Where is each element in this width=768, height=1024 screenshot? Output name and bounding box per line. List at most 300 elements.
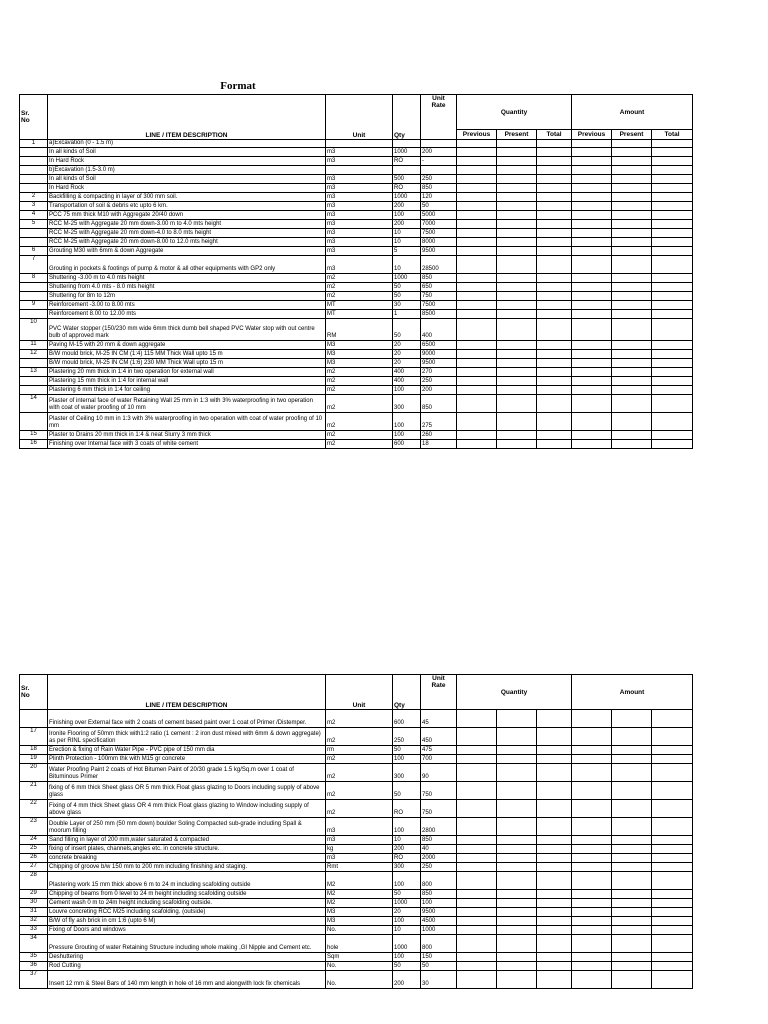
- quantity-total-cell: [537, 728, 572, 746]
- unit-rate-cell: 9000: [421, 350, 457, 359]
- quantity-present-cell: [497, 301, 537, 310]
- amount-total-cell: [652, 413, 693, 431]
- quantity-total-cell: [537, 229, 572, 238]
- qty-cell: 20: [393, 908, 421, 917]
- amount-total-cell: [652, 341, 693, 350]
- quantity-present-cell: [497, 818, 537, 836]
- unit-rate-cell: 50: [421, 202, 457, 211]
- quantity-present-cell: [497, 899, 537, 908]
- quantity-previous-cell: [457, 800, 497, 818]
- quantity-total-cell: [537, 917, 572, 926]
- table-row: [20, 220, 693, 229]
- table-row: [20, 301, 693, 310]
- unit-rate-cell: 450: [421, 728, 457, 746]
- sr-no-cell: [20, 377, 48, 386]
- quantity-previous-cell: [457, 836, 497, 845]
- sr-no-cell: [20, 283, 48, 292]
- description-cell: RCC M-25 with Aggregate 20 mm down-3.00 m to 4.0 mts height: [48, 220, 326, 229]
- quantity-previous-cell: [457, 953, 497, 962]
- sr-no-cell: 35: [20, 953, 48, 962]
- table-row: [20, 292, 693, 301]
- table-row: [20, 926, 693, 935]
- quantity-total-cell: [537, 247, 572, 256]
- header-quantity-previous: Previous: [457, 130, 497, 140]
- unit-cell: MT: [326, 310, 393, 319]
- qty-cell: 50: [393, 962, 421, 971]
- description-cell: In Hard Rock: [48, 184, 326, 193]
- quantity-total-cell: [537, 386, 572, 395]
- quantity-present-cell: [497, 800, 537, 818]
- qty-cell: RO: [393, 184, 421, 193]
- unit-rate-cell: 28500: [421, 256, 457, 274]
- unit-rate-cell: -: [421, 157, 457, 166]
- amount-present-cell: [612, 148, 652, 157]
- amount-present-cell: [612, 140, 652, 148]
- amount-previous-cell: [572, 746, 612, 755]
- table-row: [20, 256, 693, 274]
- table-row: [20, 140, 693, 148]
- quantity-previous-cell: [457, 917, 497, 926]
- amount-previous-cell: [572, 872, 612, 890]
- table-row: [20, 764, 693, 782]
- qty-cell: 100: [393, 755, 421, 764]
- table-row: [20, 746, 693, 755]
- amount-previous-cell: [572, 148, 612, 157]
- table-row: [20, 283, 693, 292]
- quantity-previous-cell: [457, 728, 497, 746]
- amount-previous-cell: [572, 710, 612, 728]
- description-cell: RCC M-25 with Aggregate 20 mm down-8.00 to 12.0 mts height: [48, 238, 326, 247]
- unit-rate-cell: 90: [421, 764, 457, 782]
- amount-total-cell: [652, 440, 693, 449]
- amount-previous-cell: [572, 845, 612, 854]
- qty-cell: 250: [393, 728, 421, 746]
- sr-no-cell: [20, 710, 48, 728]
- table-row: [20, 184, 693, 193]
- sr-no-cell: 6: [20, 247, 48, 256]
- qty-cell: 300: [393, 764, 421, 782]
- page-title: Format: [19, 78, 457, 95]
- unit-cell: m3: [326, 256, 393, 274]
- qty-cell: 200: [393, 971, 421, 989]
- qty-cell: 400: [393, 368, 421, 377]
- qty-cell: 1000: [393, 274, 421, 283]
- unit-cell: M2: [326, 872, 393, 890]
- quantity-previous-cell: [457, 395, 497, 413]
- unit-cell: m3: [326, 220, 393, 229]
- qty-cell: 5: [393, 247, 421, 256]
- amount-total-cell: [652, 166, 693, 175]
- quantity-total-cell: [537, 211, 572, 220]
- unit-rate-cell: 18: [421, 440, 457, 449]
- amount-previous-cell: [572, 440, 612, 449]
- amount-present-cell: [612, 431, 652, 440]
- description-cell: Chipping of beams from 0 level to 24 m height including scafolding outside: [48, 890, 326, 899]
- unit-cell: m3: [326, 836, 393, 845]
- amount-total-cell: [652, 710, 693, 728]
- quantity-present-cell: [497, 175, 537, 184]
- sr-no-cell: 32: [20, 917, 48, 926]
- amount-total-cell: [652, 350, 693, 359]
- sr-no-cell: 16: [20, 440, 48, 449]
- unit-rate-cell: 475: [421, 746, 457, 755]
- amount-total-cell: [652, 800, 693, 818]
- description-cell: fixing of 6 mm thick Sheet glass OR 5 mm thick Float glass glazing to Doors including supply of above glass: [48, 782, 326, 800]
- sr-no-cell: 29: [20, 890, 48, 899]
- sr-no-cell: 14: [20, 395, 48, 413]
- amount-previous-cell: [572, 431, 612, 440]
- quantity-previous-cell: [457, 193, 497, 202]
- quantity-previous-cell: [457, 413, 497, 431]
- quantity-total-cell: [537, 431, 572, 440]
- quantity-previous-cell: [457, 157, 497, 166]
- amount-previous-cell: [572, 229, 612, 238]
- header-description: LINE / ITEM DESCRIPTION: [48, 95, 326, 140]
- amount-present-cell: [612, 229, 652, 238]
- quantity-present-cell: [497, 764, 537, 782]
- amount-previous-cell: [572, 755, 612, 764]
- description-cell: Deshuttering: [48, 953, 326, 962]
- quantity-total-cell: [537, 413, 572, 431]
- quantity-previous-cell: [457, 926, 497, 935]
- amount-previous-cell: [572, 166, 612, 175]
- amount-total-cell: [652, 953, 693, 962]
- table-row: [20, 247, 693, 256]
- table-row: [20, 782, 693, 800]
- unit-cell: rm: [326, 746, 393, 755]
- table-row: [20, 341, 693, 350]
- unit-cell: m2: [326, 431, 393, 440]
- sr-no-cell: 28: [20, 872, 48, 890]
- quantity-previous-cell: [457, 890, 497, 899]
- unit-rate-cell: 275: [421, 413, 457, 431]
- sr-no-cell: 37: [20, 971, 48, 989]
- qty-cell: [393, 166, 421, 175]
- unit-cell: No.: [326, 971, 393, 989]
- sr-no-cell: 30: [20, 899, 48, 908]
- unit-cell: m3: [326, 175, 393, 184]
- sr-no-cell: 19: [20, 755, 48, 764]
- unit-cell: m3: [326, 818, 393, 836]
- quantity-total-cell: [537, 256, 572, 274]
- amount-present-cell: [612, 800, 652, 818]
- quantity-previous-cell: [457, 971, 497, 989]
- unit-rate-cell: 6500: [421, 341, 457, 350]
- table-row: [20, 148, 693, 157]
- qty-cell: 30: [393, 301, 421, 310]
- unit-rate-cell: 260: [421, 431, 457, 440]
- qty-cell: 10: [393, 256, 421, 274]
- sr-no-cell: 26: [20, 854, 48, 863]
- table-row: [20, 908, 693, 917]
- amount-previous-cell: [572, 341, 612, 350]
- header-amount-total: Total: [652, 130, 693, 140]
- description-cell: PVC Water stopper (150/230 mm wide 6mm thick dumb bell shaped PVC Water stop with out centre bulb of approved mark: [48, 319, 326, 341]
- table-row: [20, 440, 693, 449]
- description-cell: Grouting in pockets & footings of pump & motor & all other equipments with GP2 only: [48, 256, 326, 274]
- sr-no-cell: 18: [20, 746, 48, 755]
- qty-cell: 1: [393, 310, 421, 319]
- quantity-present-cell: [497, 863, 537, 872]
- unit-rate-cell: 40: [421, 845, 457, 854]
- qty-cell: 400: [393, 377, 421, 386]
- quantity-present-cell: [497, 140, 537, 148]
- quantity-total-cell: [537, 301, 572, 310]
- unit-rate-cell: [421, 166, 457, 175]
- amount-total-cell: [652, 854, 693, 863]
- qty-cell: 1000: [393, 899, 421, 908]
- unit-rate-cell: 45: [421, 710, 457, 728]
- amount-previous-cell: [572, 319, 612, 341]
- sr-no-cell: 34: [20, 935, 48, 953]
- unit-cell: [326, 166, 393, 175]
- unit-rate-cell: 30: [421, 971, 457, 989]
- quantity-previous-cell: [457, 184, 497, 193]
- quantity-present-cell: [497, 256, 537, 274]
- quantity-previous-cell: [457, 350, 497, 359]
- qty-cell: RO: [393, 800, 421, 818]
- unit-rate-cell: 100: [421, 899, 457, 908]
- qty-cell: 300: [393, 395, 421, 413]
- header-amount-previous: Previous: [572, 130, 612, 140]
- amount-total-cell: [652, 836, 693, 845]
- table-row: [20, 755, 693, 764]
- unit-cell: m3: [326, 229, 393, 238]
- unit-cell: MT: [326, 301, 393, 310]
- quantity-previous-cell: [457, 359, 497, 368]
- unit-cell: No.: [326, 962, 393, 971]
- unit-rate-cell: 850: [421, 836, 457, 845]
- unit-rate-cell: 200: [421, 148, 457, 157]
- quantity-total-cell: [537, 755, 572, 764]
- quantity-total-cell: [537, 368, 572, 377]
- sr-no-cell: 2: [20, 193, 48, 202]
- description-cell: B/W of fly ash brick in cm 1:6 (upto 6 M): [48, 917, 326, 926]
- amount-total-cell: [652, 283, 693, 292]
- unit-rate-cell: 7500: [421, 229, 457, 238]
- table-row: [20, 971, 693, 989]
- quantity-present-cell: [497, 962, 537, 971]
- quantity-total-cell: [537, 854, 572, 863]
- description-cell: Louvre concreting RCC M25 including scafolding. (outside): [48, 908, 326, 917]
- amount-total-cell: [652, 229, 693, 238]
- amount-previous-cell: [572, 184, 612, 193]
- quantity-present-cell: [497, 350, 537, 359]
- amount-previous-cell: [572, 211, 612, 220]
- amount-present-cell: [612, 256, 652, 274]
- sr-no-cell: 4: [20, 211, 48, 220]
- header-sr-no: Sr. No: [20, 95, 48, 140]
- unit-rate-cell: 9500: [421, 359, 457, 368]
- table-row: [20, 845, 693, 854]
- quantity-total-cell: [537, 836, 572, 845]
- quantity-previous-cell: [457, 908, 497, 917]
- qty-cell: 500: [393, 175, 421, 184]
- quantity-present-cell: [497, 238, 537, 247]
- description-cell: Plastering work 15 mm thick above 6 m to 24 m including scafolding outside: [48, 872, 326, 890]
- quantity-present-cell: [497, 193, 537, 202]
- amount-previous-cell: [572, 854, 612, 863]
- quantity-present-cell: [497, 872, 537, 890]
- sr-no-cell: 7: [20, 256, 48, 274]
- sr-no-cell: [20, 292, 48, 301]
- unit-cell: M2: [326, 899, 393, 908]
- quantity-present-cell: [497, 845, 537, 854]
- amount-previous-cell: [572, 836, 612, 845]
- quantity-previous-cell: [457, 845, 497, 854]
- quantity-total-cell: [537, 202, 572, 211]
- description-cell: Plaster to Drains 20 mm thick in 1:4 & neat Slurry 3 mm thick: [48, 431, 326, 440]
- amount-total-cell: [652, 148, 693, 157]
- amount-total-cell: [652, 386, 693, 395]
- sr-no-cell: 10: [20, 319, 48, 341]
- description-cell: Chipping of groove b/w 150 mm to 200 mm including finishing and staging.: [48, 863, 326, 872]
- qty-cell: 100: [393, 953, 421, 962]
- quantity-present-cell: [497, 368, 537, 377]
- qty-cell: 20: [393, 350, 421, 359]
- table-row: [20, 157, 693, 166]
- amount-previous-cell: [572, 962, 612, 971]
- amount-total-cell: [652, 274, 693, 283]
- amount-present-cell: [612, 755, 652, 764]
- unit-cell: M3: [326, 341, 393, 350]
- amount-previous-cell: [572, 908, 612, 917]
- qty-cell: 50: [393, 746, 421, 755]
- description-cell: Water Proofing Paint 2 coats of Hot Bitumen Paint of 20/30 grade 1.5 kg/Sq.m over 1 coat of Bituminous Primer: [48, 764, 326, 782]
- header-amount: Amount: [572, 675, 693, 710]
- table-row: [20, 917, 693, 926]
- description-cell: b)Excavation (1.5-3.0 m): [48, 166, 326, 175]
- boq-table-1: [19, 94, 693, 449]
- table-row: [20, 863, 693, 872]
- unit-cell: m2: [326, 377, 393, 386]
- quantity-total-cell: [537, 926, 572, 935]
- amount-total-cell: [652, 368, 693, 377]
- amount-present-cell: [612, 710, 652, 728]
- unit-cell: m2: [326, 755, 393, 764]
- description-cell: B/W mould brick, M-25 IN CM (1:4) 115 MM Thick Wall upto 15 m: [48, 350, 326, 359]
- quantity-total-cell: [537, 782, 572, 800]
- qty-cell: 10: [393, 926, 421, 935]
- amount-present-cell: [612, 350, 652, 359]
- description-cell: Backfilling & compacting in layer of 300 mm soil.: [48, 193, 326, 202]
- unit-rate-cell: 750: [421, 782, 457, 800]
- sr-no-cell: 20: [20, 764, 48, 782]
- sr-no-cell: [20, 413, 48, 431]
- qty-cell: 100: [393, 818, 421, 836]
- quantity-present-cell: [497, 971, 537, 989]
- amount-present-cell: [612, 247, 652, 256]
- quantity-previous-cell: [457, 431, 497, 440]
- amount-total-cell: [652, 193, 693, 202]
- description-cell: Shuttering from 4.0 mts - 8.0 mts height: [48, 283, 326, 292]
- quantity-present-cell: [497, 431, 537, 440]
- sr-no-cell: 9: [20, 301, 48, 310]
- amount-previous-cell: [572, 413, 612, 431]
- quantity-present-cell: [497, 386, 537, 395]
- table-row: [20, 431, 693, 440]
- quantity-present-cell: [497, 247, 537, 256]
- unit-rate-cell: 9500: [421, 908, 457, 917]
- qty-cell: 50: [393, 292, 421, 301]
- amount-total-cell: [652, 764, 693, 782]
- quantity-previous-cell: [457, 166, 497, 175]
- description-cell: PCC 75 mm thick M10 with Aggregate 20/40 down: [48, 211, 326, 220]
- qty-cell: 10: [393, 836, 421, 845]
- quantity-total-cell: [537, 283, 572, 292]
- header-unit-rate: Unit Rate: [421, 95, 457, 140]
- sr-no-cell: [20, 359, 48, 368]
- amount-total-cell: [652, 175, 693, 184]
- unit-rate-cell: 7500: [421, 301, 457, 310]
- quantity-present-cell: [497, 377, 537, 386]
- amount-total-cell: [652, 971, 693, 989]
- amount-previous-cell: [572, 310, 612, 319]
- quantity-present-cell: [497, 953, 537, 962]
- qty-cell: 100: [393, 413, 421, 431]
- header-unit: Unit: [326, 675, 393, 710]
- description-cell: Plaster of Ceiling 10 mm in 1:3 with 3% waterproofing in two operation with coat of water proofing of 10 mm: [48, 413, 326, 431]
- quantity-previous-cell: [457, 256, 497, 274]
- amount-previous-cell: [572, 283, 612, 292]
- amount-previous-cell: [572, 782, 612, 800]
- amount-present-cell: [612, 440, 652, 449]
- amount-previous-cell: [572, 202, 612, 211]
- unit-rate-cell: 120: [421, 193, 457, 202]
- quantity-present-cell: [497, 166, 537, 175]
- unit-cell: m3: [326, 238, 393, 247]
- quantity-present-cell: [497, 292, 537, 301]
- amount-previous-cell: [572, 935, 612, 953]
- sr-no-cell: [20, 148, 48, 157]
- unit-rate-cell: 7000: [421, 220, 457, 229]
- quantity-previous-cell: [457, 854, 497, 863]
- amount-previous-cell: [572, 359, 612, 368]
- table-row: [20, 166, 693, 175]
- quantity-present-cell: [497, 854, 537, 863]
- header-quantity-present: Present: [497, 130, 537, 140]
- quantity-total-cell: [537, 953, 572, 962]
- amount-total-cell: [652, 818, 693, 836]
- sr-no-cell: 5: [20, 220, 48, 229]
- unit-rate-cell: 750: [421, 292, 457, 301]
- description-cell: Finishing over Internal face with 3 coats of white cement: [48, 440, 326, 449]
- amount-previous-cell: [572, 800, 612, 818]
- amount-total-cell: [652, 899, 693, 908]
- quantity-total-cell: [537, 971, 572, 989]
- unit-rate-cell: 1000: [421, 926, 457, 935]
- quantity-previous-cell: [457, 368, 497, 377]
- amount-present-cell: [612, 863, 652, 872]
- amount-previous-cell: [572, 953, 612, 962]
- quantity-previous-cell: [457, 377, 497, 386]
- qty-cell: 10: [393, 229, 421, 238]
- quantity-total-cell: [537, 292, 572, 301]
- amount-present-cell: [612, 292, 652, 301]
- sr-no-cell: 22: [20, 800, 48, 818]
- description-cell: Pressure Grouting of water Retaining Structure including whole making ,GI Nipple and Cement etc.: [48, 935, 326, 953]
- amount-previous-cell: [572, 926, 612, 935]
- qty-cell: RO: [393, 854, 421, 863]
- unit-cell: m3: [326, 157, 393, 166]
- amount-previous-cell: [572, 917, 612, 926]
- quantity-total-cell: [537, 746, 572, 755]
- quantity-total-cell: [537, 157, 572, 166]
- unit-rate-cell: 750: [421, 800, 457, 818]
- quantity-previous-cell: [457, 962, 497, 971]
- qty-cell: RO: [393, 157, 421, 166]
- quantity-previous-cell: [457, 247, 497, 256]
